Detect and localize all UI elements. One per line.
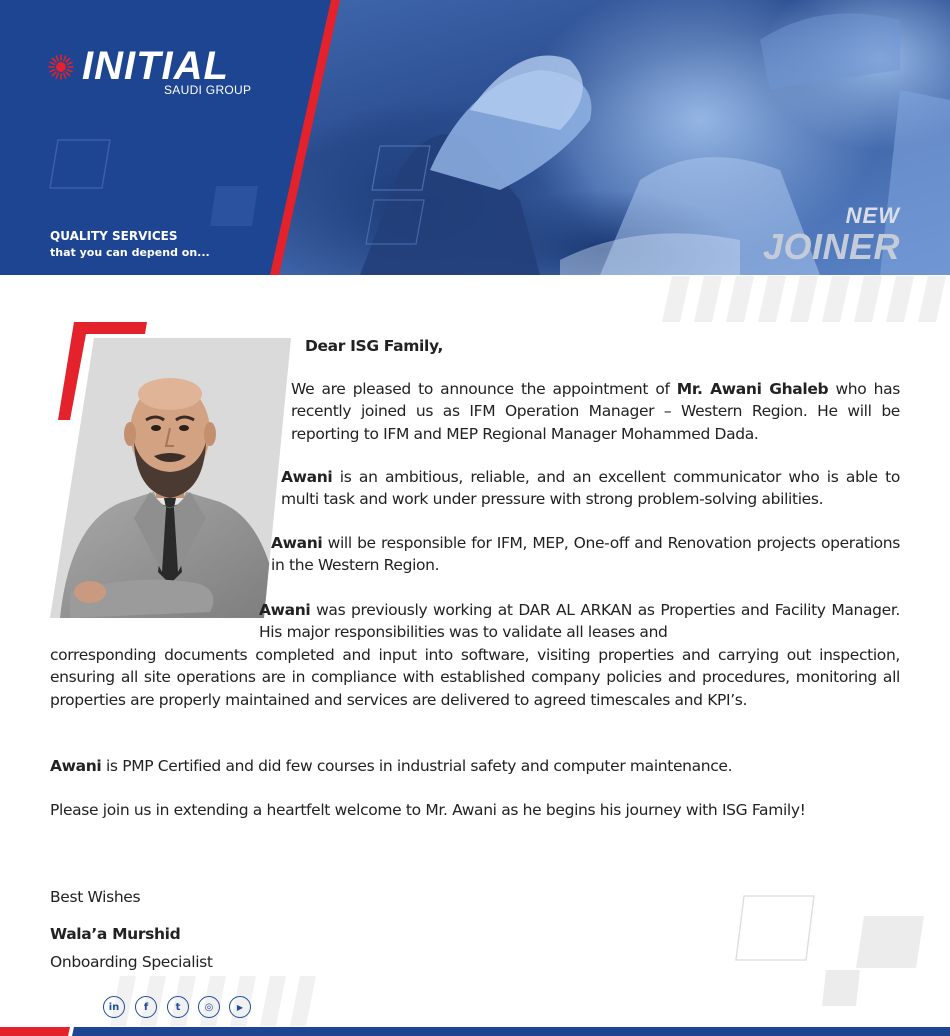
logo-subtitle: SAUDI GROUP (164, 83, 252, 97)
new-joiner-portrait (50, 322, 295, 622)
badge-new: NEW (845, 203, 900, 228)
corner-square-decoration (730, 890, 930, 1010)
header-stripe-decoration (660, 276, 950, 322)
instagram-icon[interactable]: ◎ (198, 996, 220, 1018)
paragraph-announcement (291, 378, 900, 445)
letter-greeting: Dear ISG Family, (305, 337, 444, 355)
joiner-name: Awani (50, 757, 102, 775)
facebook-icon[interactable]: f (135, 996, 157, 1018)
logo-burst-icon (48, 54, 74, 80)
footer-color-bar (0, 1027, 950, 1036)
signer-title: Onboarding Specialist (50, 953, 213, 971)
joiner-name: Awani (281, 468, 333, 486)
social-links (103, 996, 263, 1022)
paragraph-qualities (281, 466, 900, 511)
header-banner (0, 0, 950, 275)
paragraph-certifications-text: is PMP Certified and did few courses in industrial safety and computer maintenance. (101, 757, 733, 775)
joiner-name: Awani (271, 534, 323, 552)
joiner-name: Awani (259, 601, 311, 619)
letter-closing: Best Wishes (50, 888, 141, 906)
initial-logo (48, 44, 268, 100)
tagline-secondary: that you can depend on... (50, 246, 210, 259)
paragraph-certifications (50, 755, 900, 777)
twitter-icon[interactable]: t (167, 996, 189, 1018)
paragraph-experience-detail: corresponding documents completed and input into software, visiting properties and carrying out inspection, ensuring all site operations are in compliance with established company policies and procedures, monitoring all properties are properly maintained and services are delivered to agreed timescales and KPI’s. (50, 646, 900, 709)
paragraph-welcome: Please join us in extending a heartfelt welcome to Mr. Awani as he begins his journey with ISG Family! (50, 801, 806, 819)
linkedin-icon[interactable]: in (103, 996, 125, 1018)
paragraph-experience-intro (259, 599, 900, 644)
paragraph-responsibilities-text: will be responsible for IFM, MEP, One-off and Renovation projects operations in the Western Region. (271, 534, 900, 575)
paragraph-responsibilities (271, 532, 900, 577)
joiner-full-name: Mr. Awani Ghaleb (676, 380, 829, 398)
logo-wordmark: INITIAL (82, 44, 229, 88)
paragraph-announcement-tail: who has recently joined us as IFM Operation Manager – Western Region. He will be reporting to IFM and MEP Regional Manager Mohammed Dada. (291, 380, 900, 443)
badge-joiner: JOINER (762, 226, 900, 267)
signer-name: Wala’a Murshid (50, 925, 181, 943)
paragraph-experience-text: was previously working at DAR AL ARKAN as Properties and Facility Manager. His major responsibilities was to validate all leases and (259, 601, 900, 642)
youtube-icon[interactable]: ▶ (229, 996, 251, 1018)
paragraph-announcement-lead: We are pleased to announce the appointment of (291, 380, 677, 398)
tagline-primary: QUALITY SERVICES (50, 229, 178, 243)
paragraph-qualities-text: is an ambitious, reliable, and an excellent communicator who is able to multi task and work under pressure with strong problem-solving abilities. (281, 468, 900, 509)
